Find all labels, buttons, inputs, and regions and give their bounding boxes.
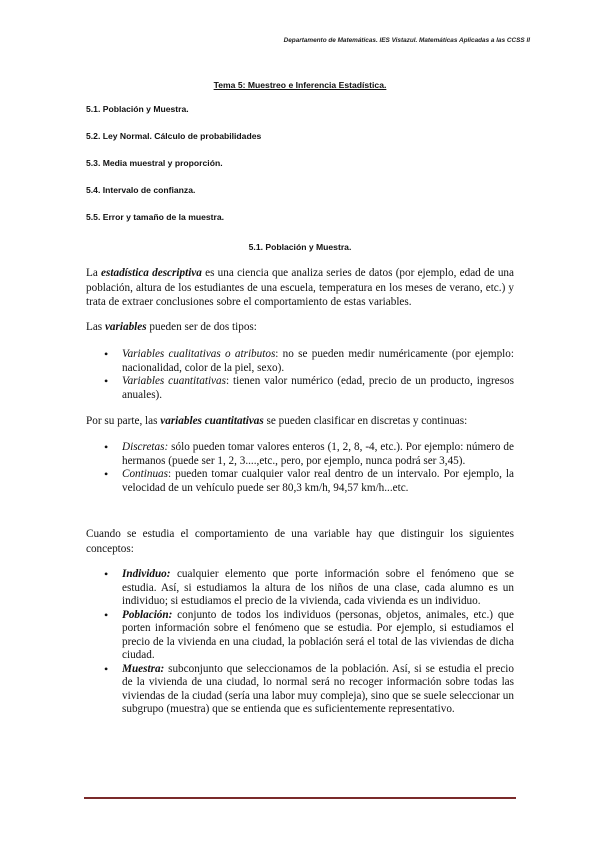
list-item: • Discretas: sólo pueden tomar valores enteros (1, 2, 8, -4, etc.). Por ejemplo: número de hermanos (puede ser 1, 2, 3....,etc., pero, por ejemplo, nunca podrá ser 3,45). [86, 441, 514, 468]
list-item: • Población: conjunto de todos los individuos (personas, objetos, animales, etc.) que porten información sobre el fenómeno que se estudia. Por ejemplo, si estudiamos el precio de la vivienda en una ciudad, la población será el total de las viviendas de dicha ciudad. [86, 609, 514, 663]
section-title: 5.1. Población y Muestra. [248, 242, 352, 252]
term: variables [104, 321, 147, 333]
toc-item: 5.1. Población y Muestra. [86, 104, 189, 114]
paragraph-variables: Las variables pueden ser de dos tipos: [86, 321, 257, 333]
toc-item: 5.5. Error y tamaño de la muestra. [86, 212, 225, 222]
quantitative-types-list [86, 441, 514, 495]
list-item: • Individuo: cualquier elemento que porte información sobre el fenómeno que se estudia. Así, si estudiamos la altura de los niños de una clase, cada alumno es un individuo; si estudiamos el precio de la vivienda, cada vivienda es un individuo. [86, 568, 514, 609]
concepts-list [86, 568, 514, 717]
list-item: • Continuas: pueden tomar cualquier valor real dentro de un intervalo. Por ejemplo, la velocidad de un vehículo puede ser 80,3 km/h, 94,57 km/h...etc. [86, 468, 514, 495]
list-item: • Variables cuantitativas: tienen valor numérico (edad, precio de un producto, ingresos anuales). [86, 375, 514, 402]
page-header: Departamento de Matemáticas. IES Vistazul. Matemáticas Aplicadas a las CCSS II [283, 37, 530, 44]
toc-item: 5.3. Media muestral y proporción. [86, 158, 223, 168]
list-item: • Variables cualitativas o atributos: no se pueden medir numéricamente (por ejemplo: nacionalidad, color de la piel, sexo). [86, 348, 514, 375]
list-item: • Muestra: subconjunto que seleccionamos de la población. Así, si se estudia el precio de la vivienda de una ciudad, lo normal será no recoger información sobre todas las viviendas de la ciudad (sería una labor muy compleja), sino que se suele seleccionar un subgrupo (muestra) que se entienda que es suficientemente representativo. [86, 663, 514, 717]
term: variables cuantitativas [160, 415, 264, 427]
footer-divider [84, 797, 516, 799]
document-title: Tema 5: Muestreo e Inferencia Estadística. [213, 80, 387, 90]
paragraph-concepts: Cuando se estudia el comportamiento de una variable hay que distinguir los siguientes conceptos: [86, 528, 514, 555]
variable-types-list [86, 348, 514, 402]
toc-item: 5.4. Intervalo de confianza. [86, 185, 196, 195]
term: estadística descriptiva [101, 267, 202, 279]
toc-item: 5.2. Ley Normal. Cálculo de probabilidades [86, 131, 262, 141]
paragraph-quantitative: Por su parte, las variables cuantitativas se pueden clasificar en discretas y continuas: [86, 415, 468, 427]
paragraph-descriptive-statistics: La estadística descriptiva es una ciencia que analiza series de datos (por ejemplo, edad de una población, altura de los estudiantes de una escuela, temperatura en los meses de verano, etc.) y trata de extraer conclusiones sobre el comportamiento de estas variables. [86, 267, 514, 308]
table-of-contents [86, 104, 261, 239]
